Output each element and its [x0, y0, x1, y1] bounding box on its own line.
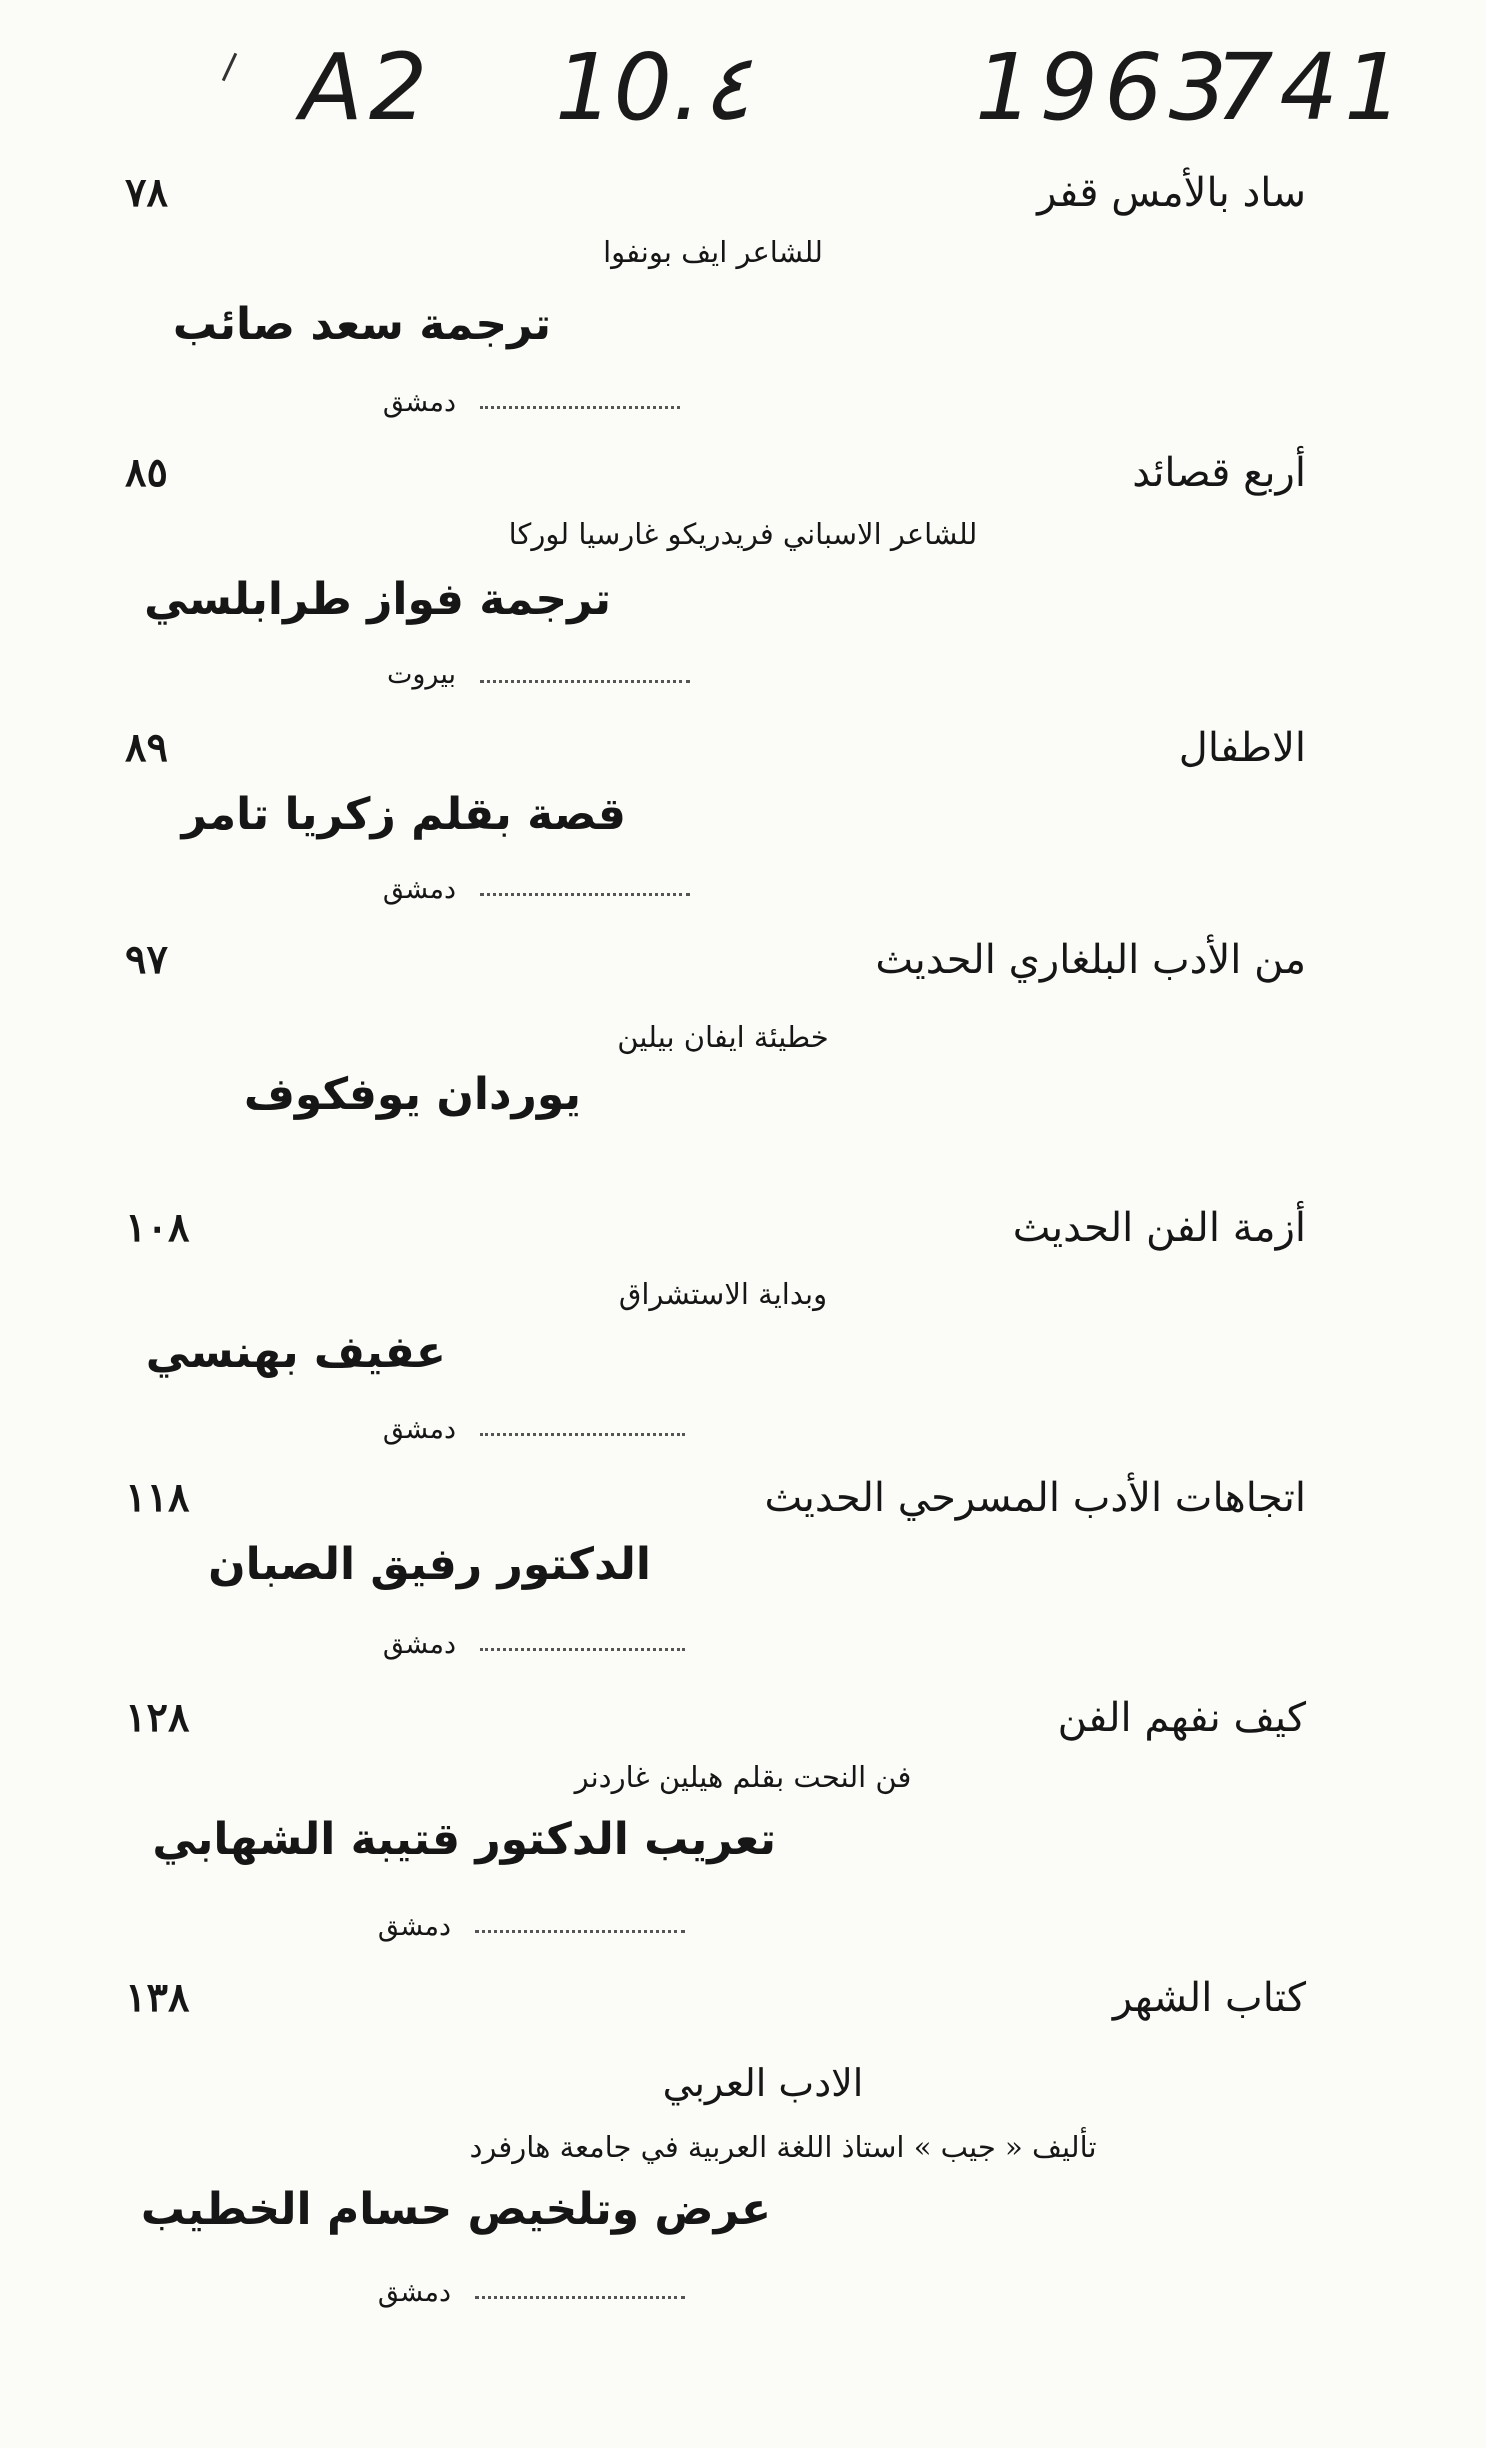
dotted-leader — [475, 1930, 685, 1933]
entry-place: بيروت — [386, 659, 456, 690]
dotted-leader — [475, 2296, 685, 2299]
entry-title: كيف نفهم الفن — [1057, 1695, 1306, 1741]
entry-page: ١١٨ — [125, 1474, 190, 1521]
entry-subtitle-detail: تأليف « جيب » استاذ اللغة العربية في جامعة هارفرد — [469, 2130, 1097, 2164]
entry-subtitle: فن النحت بقلم هيلين غاردنر — [574, 1760, 912, 1794]
handwritten-code: A2 — [300, 34, 434, 141]
entry-author: عفيف بهنسي — [145, 1327, 446, 1378]
entry-page: ٩٧ — [125, 936, 168, 983]
entry-title: من الأدب البلغاري الحديث — [875, 937, 1306, 983]
entry-place: دمشق — [382, 387, 456, 418]
entry-subtitle: وبداية الاستشراق — [618, 1277, 828, 1311]
handwritten-year: 1963 — [975, 34, 1234, 141]
entry-subtitle: خطيئة ايفان بيلين — [617, 1020, 829, 1054]
entry-page: ٧٨ — [125, 169, 168, 216]
handwritten-number: 10.٤ — [555, 34, 751, 141]
entry-page: ١٢٨ — [125, 1694, 190, 1741]
entry-author: ترجمة فواز طرابلسي — [144, 574, 611, 625]
entry-title: أزمة الفن الحديث — [1012, 1205, 1306, 1251]
entry-place: دمشق — [382, 1414, 456, 1445]
dotted-leader — [480, 1433, 685, 1436]
entry-place: دمشق — [382, 874, 456, 905]
dotted-leader — [480, 406, 680, 409]
pen-mark — [222, 53, 237, 81]
entry-subtitle: الادب العربي — [662, 2061, 864, 2105]
entry-page: ١٠٨ — [125, 1204, 190, 1251]
entry-title: أربع قصائد — [1132, 450, 1306, 496]
entry-title: الاطفال — [1178, 725, 1306, 771]
dotted-leader — [480, 680, 690, 683]
entry-author: تعريب الدكتور قتيبة الشهابي — [152, 1814, 776, 1865]
entry-page: ١٣٨ — [125, 1974, 190, 2021]
entry-place: دمشق — [377, 1911, 451, 1942]
entry-author: عرض وتلخيص حسام الخطيب — [140, 2184, 771, 2235]
handwritten-id: 741 — [1215, 34, 1409, 141]
entry-page: ٨٥ — [125, 449, 168, 496]
dotted-leader — [480, 893, 690, 896]
entry-title: كتاب الشهر — [1112, 1975, 1306, 2021]
entry-page: ٨٩ — [125, 724, 168, 771]
entry-title: اتجاهات الأدب المسرحي الحديث — [764, 1475, 1306, 1521]
entry-place: دمشق — [382, 1629, 456, 1660]
entry-author: يوردان يوفكوف — [243, 1069, 581, 1120]
entry-place: دمشق — [377, 2277, 451, 2308]
entry-subtitle: للشاعر الاسباني فريدريكو غارسيا لوركا — [508, 517, 978, 551]
entry-subtitle: للشاعر ايف بونفوا — [603, 235, 823, 269]
dotted-leader — [480, 1648, 685, 1651]
entry-title: ساد بالأمس قفر — [1037, 170, 1306, 216]
entry-author: قصة بقلم زكريا تامر — [181, 789, 626, 840]
entry-author: الدكتور رفيق الصبان — [208, 1539, 651, 1590]
entry-author: ترجمة سعد صائب — [172, 299, 551, 350]
